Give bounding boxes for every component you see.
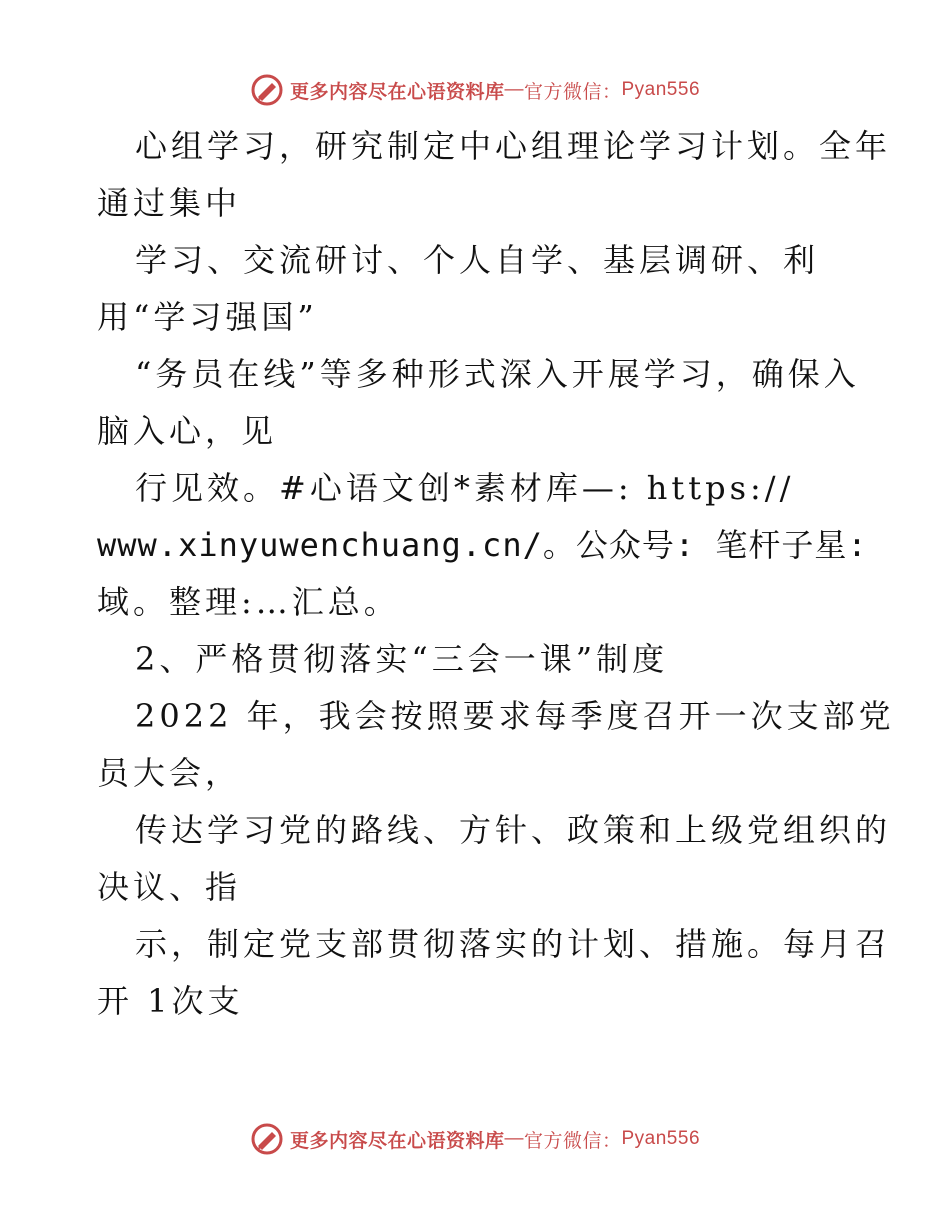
text-line: 2022 年，我会按照要求每季度召开一次支部党 xyxy=(135,697,895,735)
section-heading: 2、严格贯彻落实“三会一课”制度 xyxy=(135,640,669,678)
text-line: 传达学习党的路线、方针、政策和上级党组织的 xyxy=(135,811,892,849)
text-line: 用“学习强国” xyxy=(97,298,318,336)
watermark-brand: 更多内容尽在心语资料库 xyxy=(289,1130,505,1152)
document-body xyxy=(97,118,895,1030)
watermark-official-label: 官方微信： xyxy=(523,1130,622,1152)
footer-watermark xyxy=(0,1119,950,1159)
text-line: 通过集中 xyxy=(97,184,242,222)
watermark-wechat-id: Pyan556 xyxy=(621,79,701,100)
pen-logo-icon xyxy=(250,73,284,107)
text-line: 学习、交流研讨、个人自学、基层调研、利 xyxy=(135,241,820,279)
header-watermark xyxy=(0,70,950,110)
watermark-wechat-id: Pyan556 xyxy=(621,1128,701,1149)
text-line: 心组学习，研究制定中心组理论学习计划。全年 xyxy=(135,127,892,165)
text-line: 脑入心，见 xyxy=(97,412,278,450)
watermark-brand: 更多内容尽在心语资料库 xyxy=(289,81,505,103)
text-line: 开 1次支 xyxy=(97,982,244,1020)
watermark-official-label: 官方微信： xyxy=(523,81,622,103)
text-line: “务员在线”等多种形式深入开展学习，确保入 xyxy=(135,355,860,393)
pen-logo-icon xyxy=(250,1122,284,1156)
text-line: 域。整理:…汇总。 xyxy=(97,583,400,621)
text-line: 示，制定党支部贯彻落实的计划、措施。每月召 xyxy=(135,925,892,963)
watermark-dash: — xyxy=(504,79,524,100)
watermark-dash: — xyxy=(504,1128,524,1149)
text-line: www.xinyuwenchuang.cn/。公众号: 笔杆子星: xyxy=(97,526,868,564)
text-line: 行见效。#心语文创*素材库—: https:// xyxy=(135,469,795,507)
text-line: 决议、指 xyxy=(97,868,242,906)
text-line: 员大会， xyxy=(97,754,242,792)
